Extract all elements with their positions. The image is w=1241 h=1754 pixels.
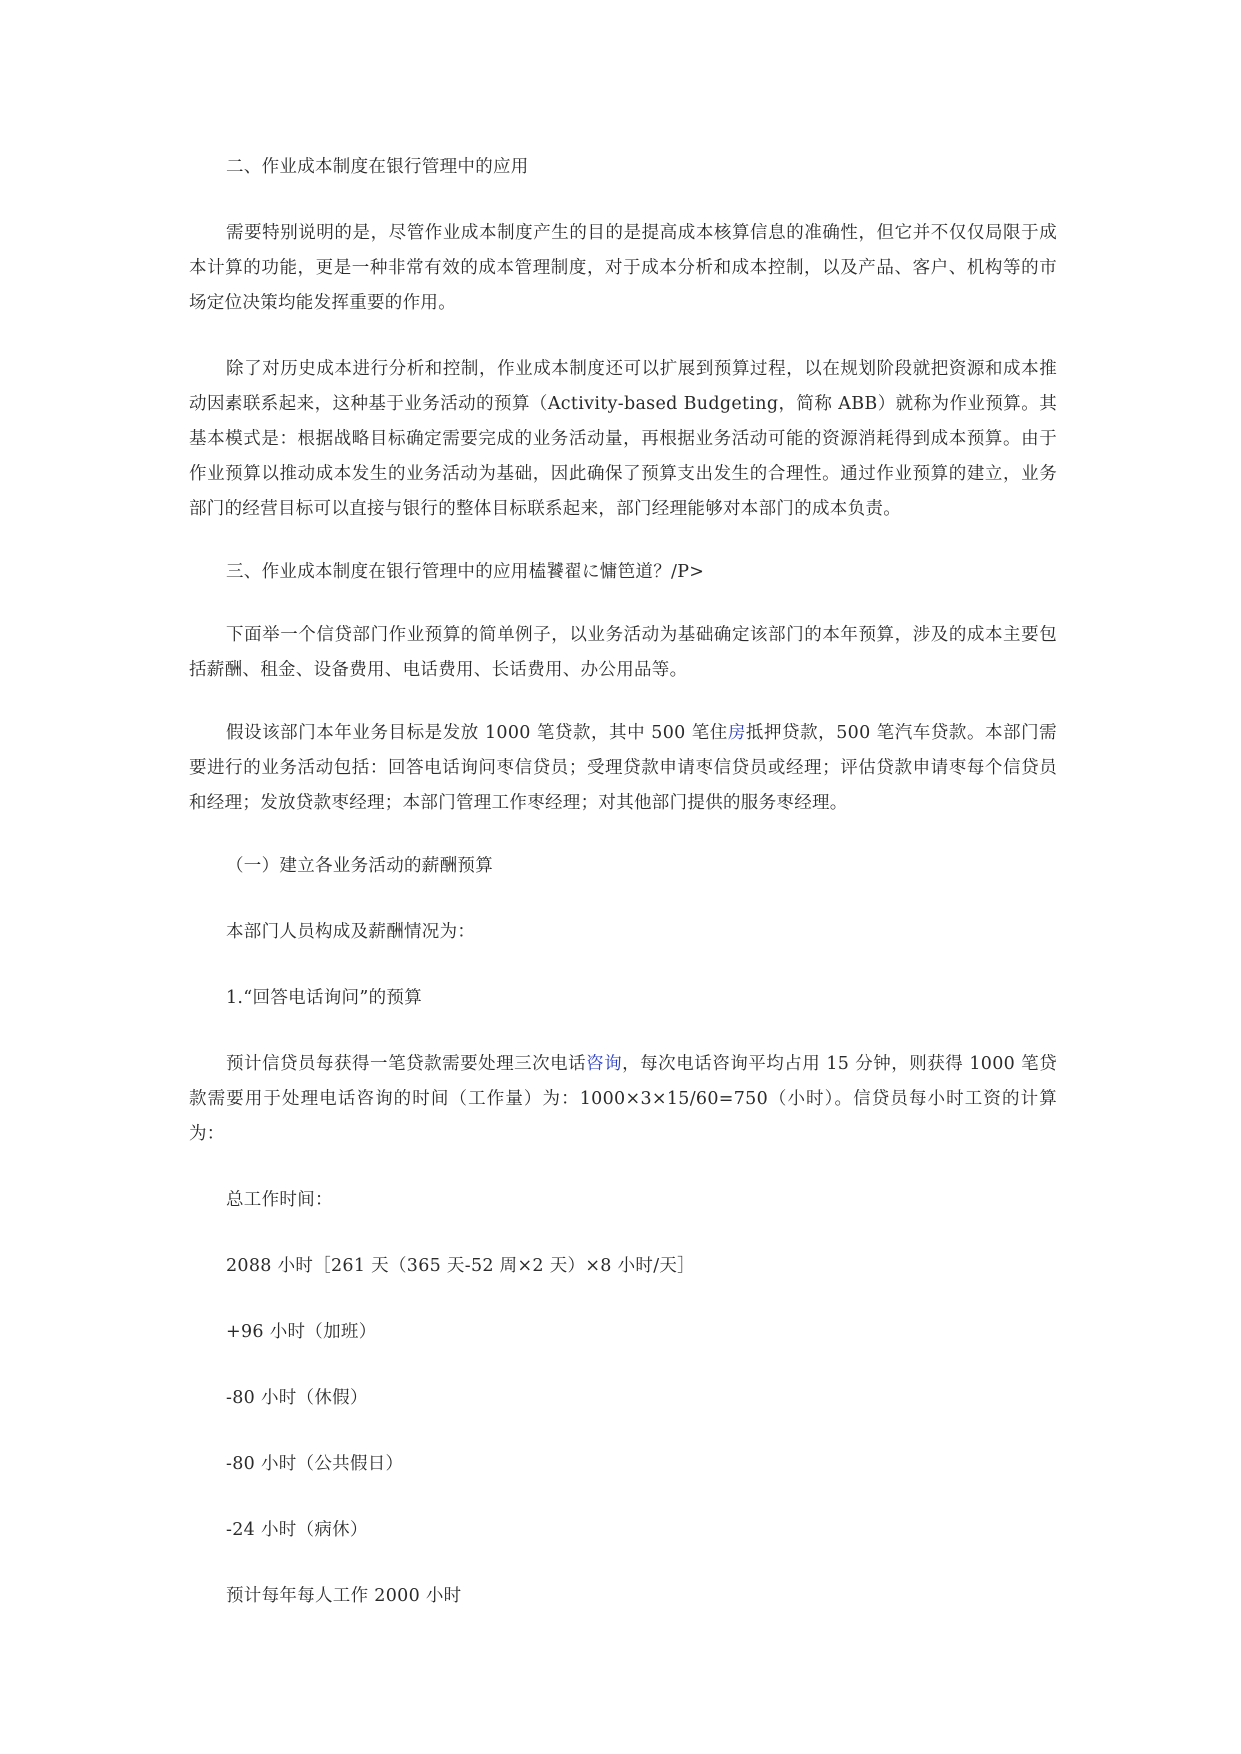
public-holiday-line: -80 小时（公共假日） — [226, 1454, 404, 1474]
paragraph-4-text-a: 假设该部门本年业务目标是发放 1000 笔贷款，其中 500 笔住 — [226, 723, 728, 743]
vacation-line: -80 小时（休假） — [226, 1388, 368, 1408]
hours-2088-line: 2088 小时［261 天（365 天-52 周×2 天）×8 小时/天］ — [226, 1256, 695, 1276]
paragraph-5: 本部门人员构成及薪酬情况为： — [226, 922, 476, 942]
annual-hours-line: 预计每年每人工作 2000 小时 — [226, 1586, 462, 1606]
paragraph-6-text-b: ，每次电话咨询平均占用 15 分钟，则获得 1000 笔贷款需要用于处理电话咨询的时间（工作量）为：1000×3×15/60=750（小时）。信贷员每小时工资的计算为： — [189, 1054, 1057, 1144]
total-hours-label: 总工作时间： — [226, 1190, 333, 1210]
paragraph-1: 需要特别说明的是，尽管作业成本制度产生的目的是提高成本核算信息的准确性，但它并不仅仅局限于成本计算的功能，更是一种非常有效的成本管理制度，对于成本分析和成本控制，以及产品、客户、机构等的市场定位决策均能发挥重要的作用。 — [189, 223, 1057, 313]
paragraph-4-text-b: 抵押贷款，500 笔汽车贷款。本部门需要进行的业务活动包括：回答电话询问枣信贷员；受理贷款申请枣信贷员或经理；评估贷款申请枣每个信贷员和经理；发放贷款枣经理；本部门管理工作枣经理；对其他部门提供的服务枣经理。 — [189, 723, 1057, 813]
consult-link[interactable]: 咨询 — [586, 1054, 623, 1074]
subsection-heading-1: （一）建立各业务活动的薪酬预算 — [226, 856, 493, 876]
paragraph-6-text-a: 预计信贷员每获得一笔贷款需要处理三次电话 — [226, 1054, 587, 1074]
item-heading-1: 1.“回答电话询问”的预算 — [226, 988, 422, 1008]
house-link[interactable]: 房 — [727, 723, 746, 743]
paragraph-2: 除了对历史成本进行分析和控制，作业成本制度还可以扩展到预算过程，以在规划阶段就把资源和成本推动因素联系起来，这种基于业务活动的预算（Activity-based Budgeting，简称 ABB）就称为作业预算。其基本模式是：根据战略目标确定需要完成的业务活动量，再根据业务活动可能的资源消耗得到成本预算。由于作业预算以推动成本发生的业务活动为基础，因此确保了预算支出发生的合理性。通过作业预算的建立，业务部门的经营目标可以直接与银行的整体目标联系起来，部门经理能够对本部门的成本负责。 — [189, 359, 1057, 519]
section-heading-3: 三、作业成本制度在银行管理中的应用榼饕翟に慵笆道？/P> — [226, 562, 705, 582]
sick-leave-line: -24 小时（病休） — [226, 1520, 368, 1540]
paragraph-4 — [189, 716, 1057, 821]
paragraph-3: 下面举一个信贷部门作业预算的简单例子，以业务活动为基础确定该部门的本年预算，涉及的成本主要包括薪酬、租金、设备费用、电话费用、长话费用、办公用品等。 — [189, 625, 1057, 680]
paragraph-6 — [189, 1047, 1057, 1152]
overtime-line: +96 小时（加班） — [226, 1322, 377, 1342]
section-heading-2: 二、作业成本制度在银行管理中的应用 — [226, 157, 529, 177]
document-body — [189, 150, 1057, 1614]
